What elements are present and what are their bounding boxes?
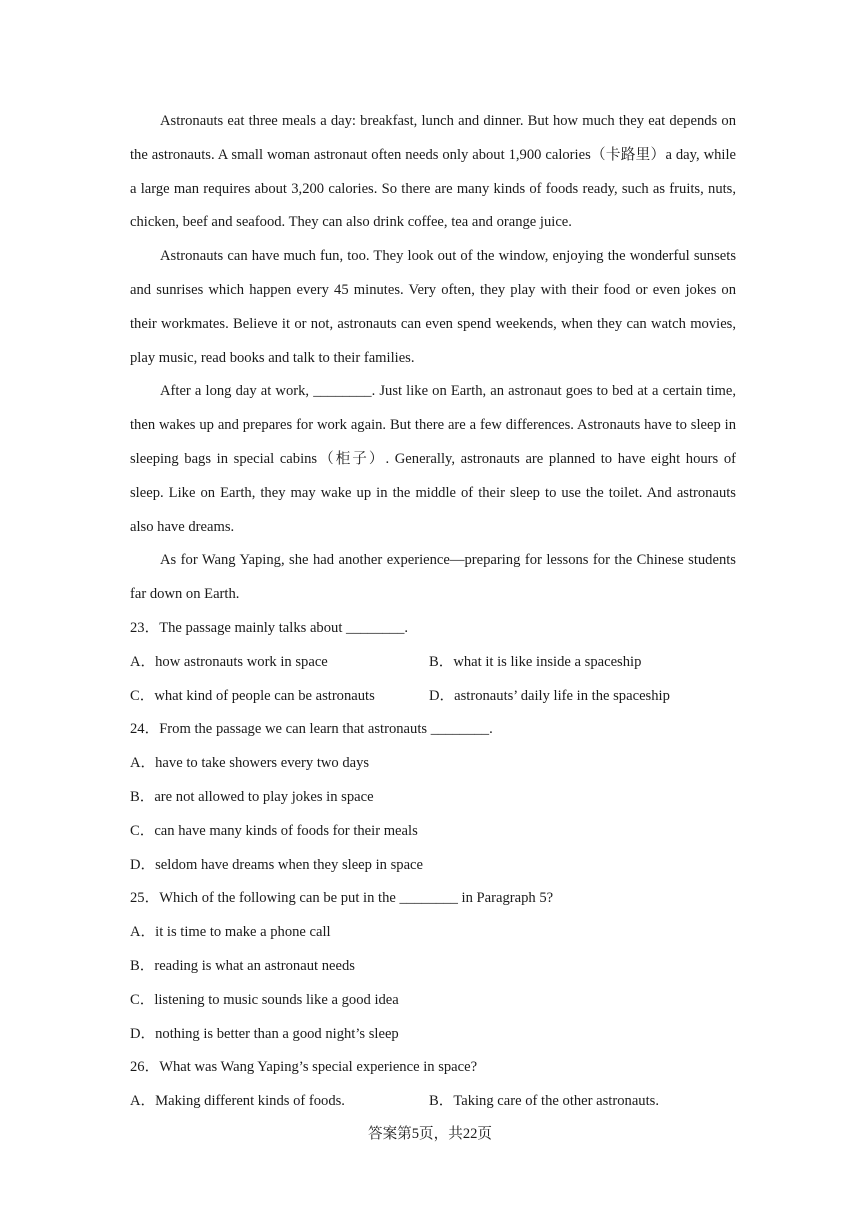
question-23 — [130, 612, 736, 713]
question-stem: 25．Which of the following can be put in the ________ in Paragraph 5? — [130, 890, 554, 907]
option-a: A．how astronauts work in space — [130, 653, 328, 670]
option-b: B．Taking care of the other astronauts. — [429, 1093, 659, 1110]
passage-paragraph-2: Astronauts can have much fun, too. They look out of the window, enjoying the wonderful sunsets and sunrises which happen every 45 minutes. Very often, they play with their food or even jokes on their workmates. Believe it or not, astronauts can even spend weekends, when they can watch movies, play music, read books and talk to their families. — [130, 248, 736, 366]
option-d: D．seldom have dreams when they sleep in space — [130, 856, 424, 873]
option-b: B．reading is what an astronaut needs — [130, 957, 355, 974]
option-a: A．it is time to make a phone call — [130, 924, 331, 941]
option-c: C．listening to music sounds like a good idea — [130, 991, 399, 1008]
question-stem: 23．The passage mainly talks about ________. — [130, 619, 409, 636]
option-row — [130, 680, 736, 714]
question-26 — [130, 1051, 736, 1119]
option-b: B．what it is like inside a spaceship — [429, 653, 642, 670]
page-content — [130, 105, 736, 1119]
option-a: A．Making different kinds of foods. — [130, 1093, 345, 1110]
question-24 — [130, 713, 736, 882]
option-c: C．can have many kinds of foods for their meals — [130, 822, 418, 839]
option-c: C．what kind of people can be astronauts — [130, 687, 375, 704]
option-a: A．have to take showers every two days — [130, 755, 370, 772]
option-row — [130, 1085, 736, 1119]
option-row — [130, 646, 736, 680]
option-b: B．are not allowed to play jokes in space — [130, 788, 374, 805]
passage-paragraph-1: Astronauts eat three meals a day: breakfast, lunch and dinner. But how much they eat depends on the astronauts. A small woman astronaut often needs only about 1,900 calories（卡路里）a day, while a large man requires about 3,200 calories. So there are many kinds of foods ready, such as fruits, nuts, chicken, beef and seafood. They can also drink coffee, tea and orange juice. — [130, 113, 736, 231]
question-stem: 26．What was Wang Yaping’s special experience in space? — [130, 1059, 478, 1076]
passage-paragraph-3: After a long day at work, ________. Just like on Earth, an astronaut goes to bed at a certain time, then wakes up and prepares for work again. But there are a few differences. Astronauts have to sleep in sleeping bags in special cabins（柜子）. Generally, astronauts are planned to have eight hours of sleep. Like on Earth, they may wake up in the middle of their sleep to use the toilet. And astronauts also have dreams. — [130, 383, 736, 535]
option-d: D．nothing is better than a good night’s sleep — [130, 1025, 399, 1042]
option-d: D．astronauts’ daily life in the spaceship — [429, 687, 670, 704]
passage-paragraph-4: As for Wang Yaping, she had another experience—preparing for lessons for the Chinese students far down on Earth. — [130, 552, 736, 603]
question-stem: 24．From the passage we can learn that astronauts ________. — [130, 721, 493, 738]
question-25 — [130, 882, 736, 1051]
page-footer: 答案第5页，共22页 — [367, 1126, 493, 1142]
